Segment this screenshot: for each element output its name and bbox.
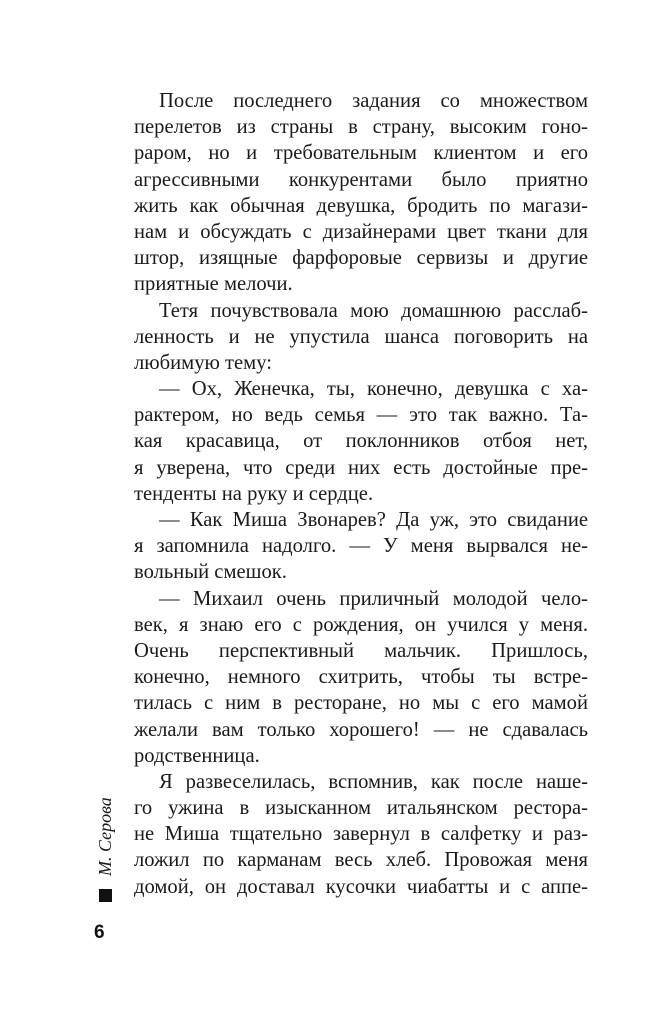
text-line: не Миша тщательно завернул в салфетку и раз- xyxy=(134,823,588,846)
square-marker-icon xyxy=(99,889,112,902)
text-line: Очень перспективный мальчик. Пришлось, xyxy=(134,639,588,662)
text-line: рактером, но ведь семья — это так важно. Та- xyxy=(134,404,588,427)
text-line: любимую тему: xyxy=(134,351,272,374)
body-text xyxy=(134,88,588,900)
author-name: М. Серова xyxy=(95,797,115,876)
text-line: — Как Миша Звонарев? Да уж, это свидание xyxy=(159,509,588,531)
text-line: домой, он доставал кусочки чиабатты и с аппе- xyxy=(134,875,588,898)
text-line: Я развеселилась, вспомнив, как после наше- xyxy=(159,770,588,793)
text-line: штор, изящные фарфоровые сервизы и другие xyxy=(134,247,588,270)
text-line: вольный смешок. xyxy=(134,561,287,584)
text-line: приятные мелочи. xyxy=(134,273,293,296)
page-number: 6 xyxy=(94,922,105,943)
text-line: родственница. xyxy=(134,744,260,767)
text-line: раром, но и требовательным клиентом и его xyxy=(134,142,588,165)
text-line: век, я знаю его с рождения, он учился у меня. xyxy=(134,613,588,636)
text-line: После последнего задания со множеством xyxy=(159,90,588,112)
text-line: Тетя почувствовала мою домашнюю расслаб- xyxy=(159,299,588,322)
text-line: — Ох, Женечка, ты, конечно, девушка с ха- xyxy=(159,378,588,401)
text-line: — Михаил очень приличный молодой чело- xyxy=(159,587,588,610)
text-line: я запомнила надолго. — У меня вырвался не- xyxy=(134,535,588,558)
text-line: нам и обсуждать с дизайнерами цвет ткани для xyxy=(134,220,588,243)
text-line: жить как обычная девушка, бродить по магази- xyxy=(134,194,588,217)
text-line: ложил по карманам весь хлеб. Провожая меня xyxy=(134,849,588,872)
running-head xyxy=(92,796,118,876)
text-line: тилась с ним в ресторане, но мы с его мамой xyxy=(134,692,588,715)
text-line: ленность и не упустила шанса поговорить на xyxy=(134,325,588,348)
text-line: го ужина в изысканном итальянском рестора- xyxy=(134,797,588,820)
text-line: перелетов из страны в страну, высоким гоно- xyxy=(134,116,588,139)
text-line: я уверена, что среди них есть достойные пре- xyxy=(134,456,588,479)
text-line: желали вам только хорошего! — не сдавалась xyxy=(134,718,588,741)
text-line: кая красавица, от поклонников отбоя нет, xyxy=(134,430,588,453)
text-line: тенденты на руку и сердце. xyxy=(134,482,374,505)
text-line: конечно, немного схитрить, чтобы ты встре- xyxy=(134,666,588,689)
text-line: агрессивными конкурентами было приятно xyxy=(134,168,588,191)
